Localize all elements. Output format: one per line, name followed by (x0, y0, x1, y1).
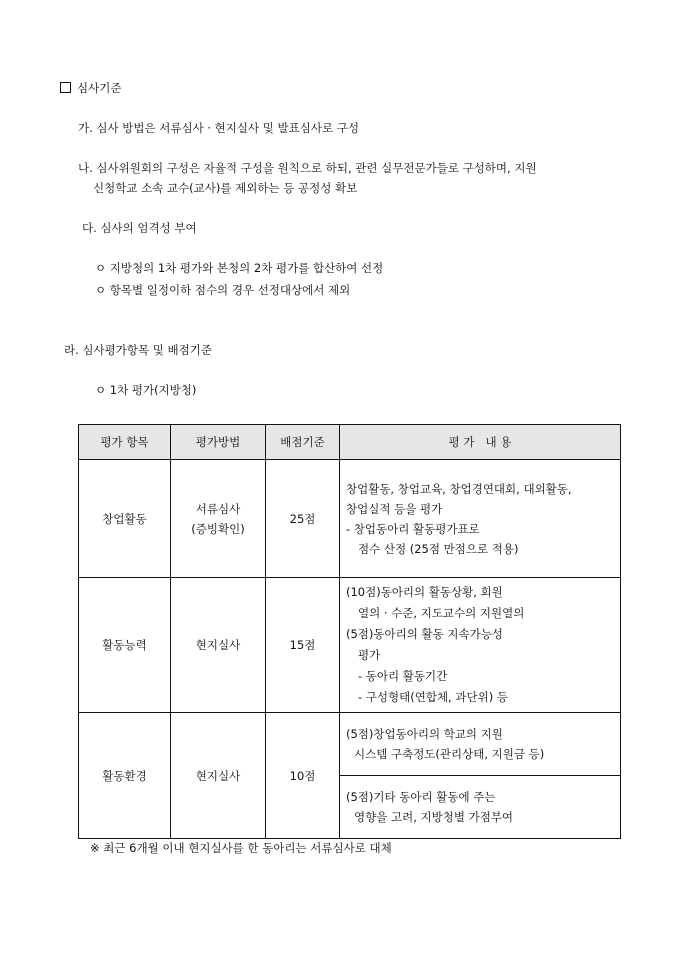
content-line: - 동아리 활동기간 (358, 669, 448, 683)
section-title (60, 80, 121, 96)
section-title-text: 심사기준 (77, 81, 122, 95)
cell-content (340, 460, 621, 578)
table-header-row (79, 425, 621, 460)
cell-score: 10점 (266, 713, 340, 839)
table-row (79, 713, 621, 776)
header-item: 평가 항목 (79, 425, 171, 460)
clause-ga: 가. 심사 방법은 서류심사 · 현지실사 및 발표심사로 구성 (78, 121, 359, 135)
content-line: 창업활동, 창업교육, 창업경연대회, 대외활동, (346, 481, 572, 496)
content-line: (5점)기타 동아리 활동에 주는 (346, 790, 496, 804)
content-line: 영향을 고려, 지방청별 가점부여 (354, 810, 514, 824)
cell-method (171, 460, 266, 578)
content-line: (5점)동아리의 활동 지속가능성 (346, 627, 503, 641)
content-line: 점수 산정 (25점 만점으로 적용) (358, 541, 519, 556)
footnote: ※ 최근 6개월 이내 현지실사를 한 동아리는 서류심사로 대체 (90, 841, 392, 855)
clause-da: 다. 심사의 엄격성 부여 (82, 221, 197, 235)
clause-da-item: ㅇ 항목별 일정이하 점수의 경우 선정대상에서 제외 (95, 283, 351, 297)
content-line: - 창업동아리 활동평가표로 (346, 521, 480, 536)
header-method: 평가방법 (171, 425, 266, 460)
cell-content (340, 776, 621, 839)
cell-score: 15점 (266, 578, 340, 713)
clause-da-item: ㅇ 지방청의 1차 평가와 본청의 2차 평가를 합산하여 선정 (95, 261, 384, 275)
cell-item: 활동환경 (79, 713, 171, 839)
content-line: 열의 · 수준, 지도교수의 지원열의 (358, 606, 525, 620)
clause-ra-sub: ㅇ 1차 평가(지방청) (95, 383, 197, 397)
cell-method: 현지실사 (171, 578, 266, 713)
evaluation-table (78, 424, 621, 839)
content-line: - 구성형태(연합체, 과단위) 등 (358, 690, 508, 704)
clause-ra: 라. 심사평가항목 및 배점기준 (64, 343, 212, 357)
cell-score: 25점 (266, 460, 340, 578)
checkbox-square-icon (60, 82, 71, 93)
clause-na-line1: 나. 심사위원회의 구성은 자율적 구성을 원칙으로 하되, 관련 실무전문가들로 구성하며, 지원 (78, 161, 537, 175)
method-line: 서류심사 (195, 501, 241, 516)
content-line: 평가 (358, 648, 381, 662)
header-content: 평 가 내 용 (340, 425, 621, 460)
content-line: 시스템 구축정도(관리상태, 지원금 등) (354, 747, 545, 761)
table-row (79, 460, 621, 578)
content-line: (10점)동아리의 활동상황, 회원 (346, 585, 503, 599)
cell-method: 현지실사 (171, 713, 266, 839)
cell-item: 창업활동 (79, 460, 171, 578)
cell-content (340, 578, 621, 713)
content-line: 창업실적 등을 평가 (346, 501, 443, 516)
clause-na-line2: 신청학교 소속 교수(교사)를 제외하는 등 공정성 확보 (93, 181, 358, 195)
content-line: (5점)창업동아리의 학교의 지원 (346, 727, 503, 741)
cell-content (340, 713, 621, 776)
header-score: 배점기준 (266, 425, 340, 460)
method-line: (증빙확인) (191, 521, 245, 536)
table-row (79, 578, 621, 713)
cell-item: 활동능력 (79, 578, 171, 713)
